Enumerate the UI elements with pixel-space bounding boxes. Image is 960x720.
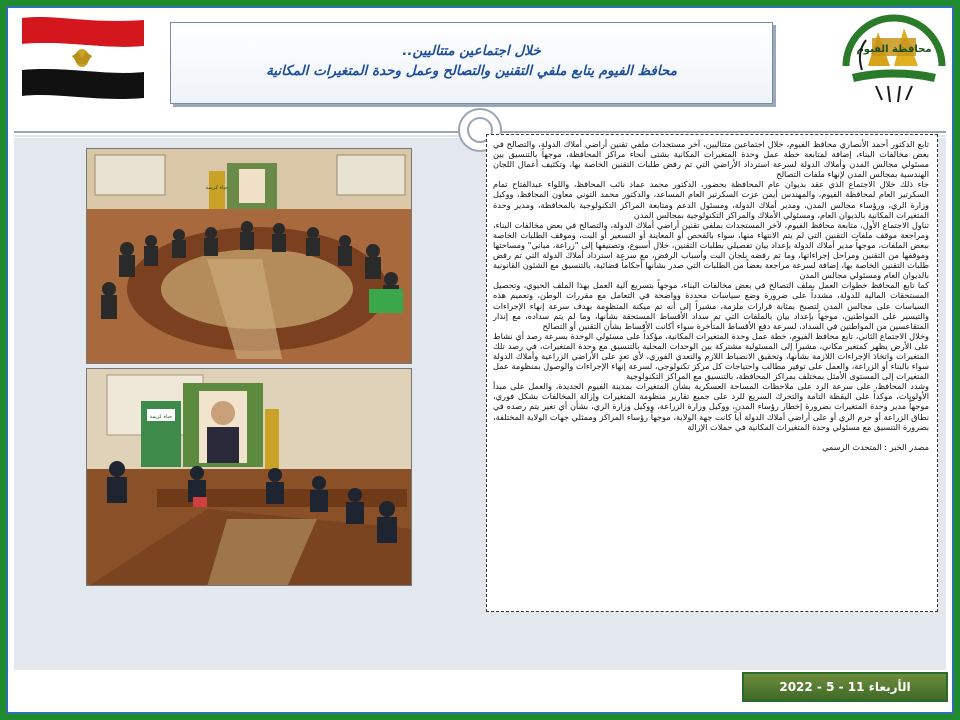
photo1-banner-text: حياة كريمة [205,185,229,191]
date-bar: الأربعاء 11 - 5 - 2022 [742,672,948,702]
photo2-banner-text: حياة كريمة [149,414,173,420]
article-paragraph: وشدد المحافظ، على سرعة الرد على ملاحظات المساحة العسكرية بشأن المتغيرات بمدينة الفيوم الجديدة، والعمل على مبدأ الأولويات، موكداً على اليقظة التامة والتحرك السريع للرد على جميع تقارير منظومة المتغيرات وإزالة المخالفات بشكل فوري، موجهاً مدير وحدة المتغيرات بضرورة إخطار رؤساء المدن، ووكيل وزارة الزراعة، ووكيل وزارة الري، بشأن أي تغير يتم رصده في نطاق الزراعة أو حرم الري أو على أراضي أملاك الدولة أياً كانت جهة الولاية، موجهاً رؤساء المراكز وممثلي جهات الولاية المختلفة، بضرورة التنسيق مع مسئولي وحدة المتغيرات المكانية في حملات الإزالة [493,381,929,432]
fayoum-logo [838,8,950,108]
meeting-photo-1 [86,148,412,364]
article-paragraph: وخلال الاجتماع الثاني، تابع محافظ الفيوم، خطة عمل وحدة المتغيرات المكانية، مؤكداً على مسئولي الوحدة بسرعة رصد أي نشاط على الأرض يظهر كمتغير مكاني، مشيراً إلى المسئولية مشتركة بين الوحدات المحلية بالتنسيق مع وحدة المتغيرات، في رصد تلك المتغيرات واتخاذ الإجراءات اللازمة بشأنها، وتحقيق الانضباط اللازم والتعدي الفوري، لأي تعدٍ على الأراضي الزراعية وأملاك الدولة سواء بالبناء أو الزراعة، والعمل على توفير مطالب واحتياجات كل مركز تكنولوجي، لسرعة إنهاء الإجراءات والوصول بمنظومة عمل المتغيرات إلى المستوى الأمثل بمختلف بمراكز المحافظة، بالتنسيق مع المراكز التكنولوجية [493,330,929,382]
article-body [486,134,938,612]
article-paragraph: تابع الدكتور أحمد الأنصاري محافظ الفيوم، خلال اجتماعين متتاليين، آخر مستجدات ملفي تقنين أراضي أملاك الدولة، والتصالح في بعض مخالفات البناء، إضافة لمتابعة خطة عمل وحدة المتغيرات المكانية بشتى أنحاء مراكز المحافظة، موجهاً بالتنسيق بين مسئولي مجالس المدن وأملاك الدولة لسرعة استرداد الأراضي التي تم رفض طلبات التقنين الخاصة بها، وتكثيف أعمال اللجان الهندسية بمجالس المدن لإنهاء ملفات التصالح [493,139,929,180]
title-line-1: خلال اجتماعين متتاليين.. [402,43,541,59]
meeting-photo-2 [86,368,412,586]
title-line-2: محافظ الفيوم يتابع ملفي التقنين والتصالح وعمل وحدة المتغيرات المكانية [266,63,677,79]
logo-text: محافظة الفيوم [856,44,932,55]
title-box [170,22,773,104]
egypt-flag-icon [16,12,150,104]
article-paragraph: تناول الاجتماع الأول، متابعة محافظ الفيوم، لآخر المستجدات بملفي تقنين أراضي أملاك الدولة، والتصالح في بعض مخالفات البناء، ومراجعة موقف ملفات التقنين التي لم يتم الانتهاء منها، سواء بالفحص أو المعاينة أو التسعير أو البت، وموقف الطلبات الخاصة ببعض الملفات، موجهاً مدير أملاك الدولة بإعداد بيان تفصيلي بطلبات التقنين، خلال أسبوع، وتصنيفها إلى "زراعة، مباني" ومساحتها وموقفها من التقنين ومراحل إجراءاتها، وما تم رفضه بلجان البت وأسباب الرفض، مع سرعة استرداد أملاك الدولة التي تم رفض طلبات التقنين الخاصة بها، إضافة لسرعة مراجعة بعضاً من الطلبات التي صدر بشأنها أحكاماً قضائية، بالتنسيق مع الشئون القانونية بالديوان العام ومسئولي مجالس المدن [493,219,929,281]
article-paragraph: كما تابع المحافظ خطوات العمل بملف التصالح في بعض مخالفات البناء، موجهاً بتسريع آلية العمل بهذا الملف الحيوي، وتحصيل المستحقات المالية للدولة، مشدداً على ضرورة وضع سياسات محددة وواضحة في التعامل مع مقررات الوطن، وتعميم هذه السياسات على مجالس المدن لتصبح بمثابة قرارات ملزمة، مشيراً إلى أنه تم ميكنة المنظومة بهدف سرعة إنهاء الإجراءات والتيسير على المواطنين، موجهاً بإعداد بيان بالملفات التي تم سداد الأقساط المستحقة بشأنها، وما لم يتم سداده، مع إنذار المتقاعسين من المواطنين في السداد، لسرعة دفع الأقساط المتأخرة سواء أكانت الأقساط بشأن التقنين أو التصالح [493,280,929,331]
article-paragraph: جاء ذلك خلال الاجتماع الذي عقد بديوان عام المحافظة بحضور، الدكتور محمد عماد نائب المحافظ، واللواء عبدالفتاح تمام السكرتير العام لمحافظة الفيوم، والمهندس أيمن عزت السكرتير العام المساعد، والدكتور محمد التوني معاون المحافظ، ووكيل وزارة الري، ورؤساء مجالس المدن، ومدير أملاك الدولة، ومسئول الدعم ومتابعة المراكز التكنولوجية بالمحافظة، ومدير وحدة المتغيرات المكانية بالديوان العام، ومسئولي الأملاك والمراكز التكنولوجية بمجالس المدن [493,179,929,220]
article-source: مصدر الخبر : المتحدث الرسمي [822,441,929,452]
